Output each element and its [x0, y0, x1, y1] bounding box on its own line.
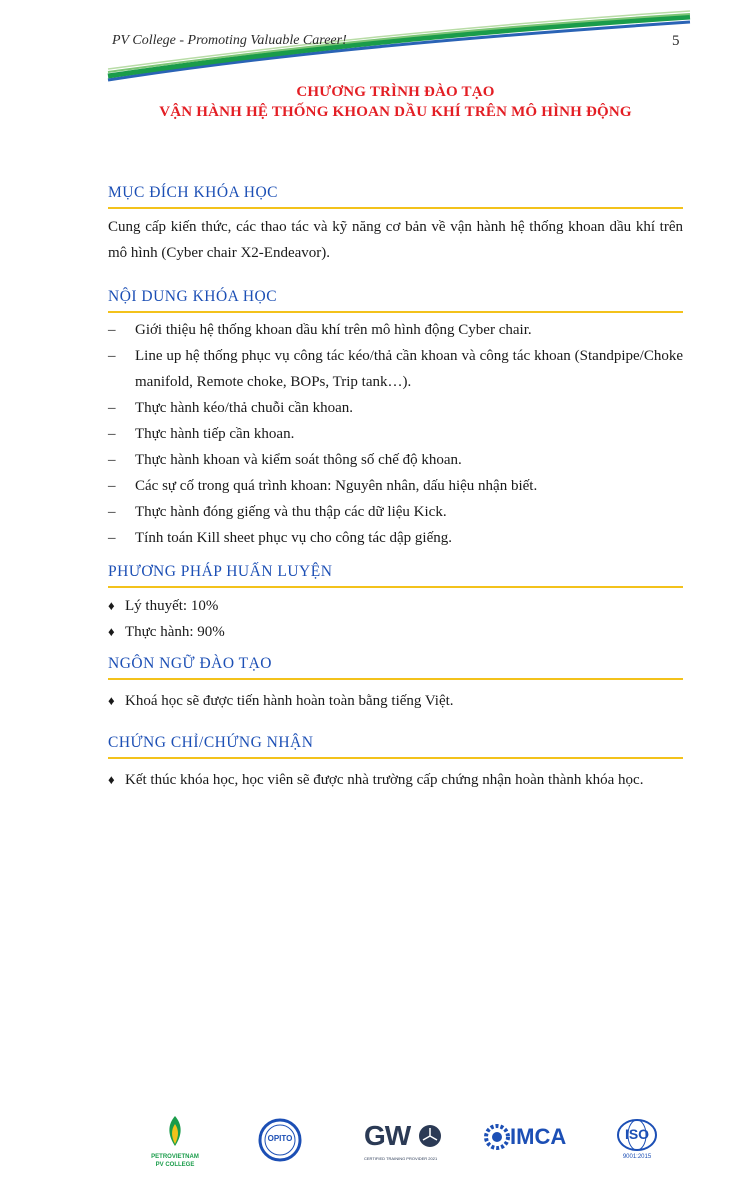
gwo-wind-icon: [418, 1124, 442, 1148]
flame-icon: [150, 1114, 200, 1148]
diamond-bullet-icon: ♦: [108, 693, 115, 708]
footer-logos: [0, 1112, 753, 1172]
list-item: – Giới thiệu hệ thống khoan dầu khí trên mô hình động Cyber chair.: [108, 317, 683, 343]
dash-marker: –: [108, 322, 116, 338]
section-method: [108, 563, 683, 645]
dash-marker: –: [108, 530, 116, 546]
list-item: – Line up hệ thống phục vụ công tác kéo/thả cần khoan và công tác khoan (Standpipe/Choke manifold, Remote choke, BOPs, Trip tank…).: [108, 343, 683, 395]
section-heading: NỘI DUNG KHÓA HỌC: [108, 288, 683, 313]
dash-marker: –: [108, 504, 116, 520]
list-item: – Các sự cố trong quá trình khoan: Nguyên nhân, dấu hiệu nhận biết.: [108, 473, 683, 499]
pvcollege-logo: PETROVIETNAM PV COLLEGE: [150, 1114, 200, 1170]
certificate-list: [108, 767, 683, 793]
section-certificate: [108, 734, 683, 793]
dash-marker: –: [108, 478, 116, 494]
page-number: 5: [672, 33, 680, 49]
list-item: ♦ Kết thúc khóa học, học viên sẽ được nhà trường cấp chứng nhận hoàn thành khóa học.: [108, 767, 683, 793]
section-heading: PHƯƠNG PHÁP HUẤN LUYỆN: [108, 563, 683, 588]
gwo-logo: GW CERTIFIED TRAINING PROVIDER 2021: [364, 1120, 446, 1164]
section-heading: NGÔN NGỮ ĐÀO TẠO: [108, 655, 683, 680]
imca-gear-icon: [484, 1124, 510, 1150]
list-item: – Thực hành khoan và kiểm soát thông số chế độ khoan.: [108, 447, 683, 473]
dash-marker: –: [108, 400, 116, 416]
section-content: [108, 288, 683, 551]
list-item: – Thực hành kéo/thả chuỗi cần khoan.: [108, 395, 683, 421]
section-heading: CHỨNG CHỈ/CHỨNG NHẬN: [108, 734, 683, 759]
dash-marker: –: [108, 452, 116, 468]
language-list: [108, 688, 683, 714]
list-item: – Thực hành đóng giếng và thu thập các dữ liệu Kick.: [108, 499, 683, 525]
iso-logo: ISO 9001:2015: [616, 1118, 658, 1164]
list-item: ♦ Khoá học sẽ được tiến hành hoàn toàn bằng tiếng Việt.: [108, 688, 683, 714]
content-list: [108, 317, 683, 551]
dash-marker: –: [108, 348, 116, 364]
list-item: ♦ Lý thuyết: 10%: [108, 593, 683, 619]
section-purpose: [108, 184, 683, 266]
list-item: – Tính toán Kill sheet phục vụ cho công tác dập giếng.: [108, 525, 683, 551]
document-title-line2: VẬN HÀNH HỆ THỐNG KHOAN DẦU KHÍ TRÊN MÔ HÌNH ĐỘNG: [159, 104, 632, 120]
opito-logo: OPITO: [258, 1118, 302, 1162]
section-language: [108, 655, 683, 714]
document-title-line1: CHƯƠNG TRÌNH ĐÀO TẠO: [296, 84, 495, 100]
method-list: [108, 593, 683, 645]
dash-marker: –: [108, 426, 116, 442]
page-header: [0, 0, 753, 90]
section-paragraph: Cung cấp kiến thức, các thao tác và kỹ năng cơ bản về vận hành hệ thống khoan dầu khí trên mô hình (Cyber chair X2-Endeavor).: [108, 219, 683, 261]
diamond-bullet-icon: ♦: [108, 624, 115, 639]
header-tagline: PV College - Promoting Valuable Career!: [112, 33, 347, 48]
diamond-bullet-icon: ♦: [108, 598, 115, 613]
diamond-bullet-icon: ♦: [108, 772, 115, 787]
imca-logo: IMCA: [484, 1120, 572, 1154]
list-item: – Thực hành tiếp cần khoan.: [108, 421, 683, 447]
section-heading: MỤC ĐÍCH KHÓA HỌC: [108, 184, 683, 209]
list-item: ♦ Thực hành: 90%: [108, 619, 683, 645]
